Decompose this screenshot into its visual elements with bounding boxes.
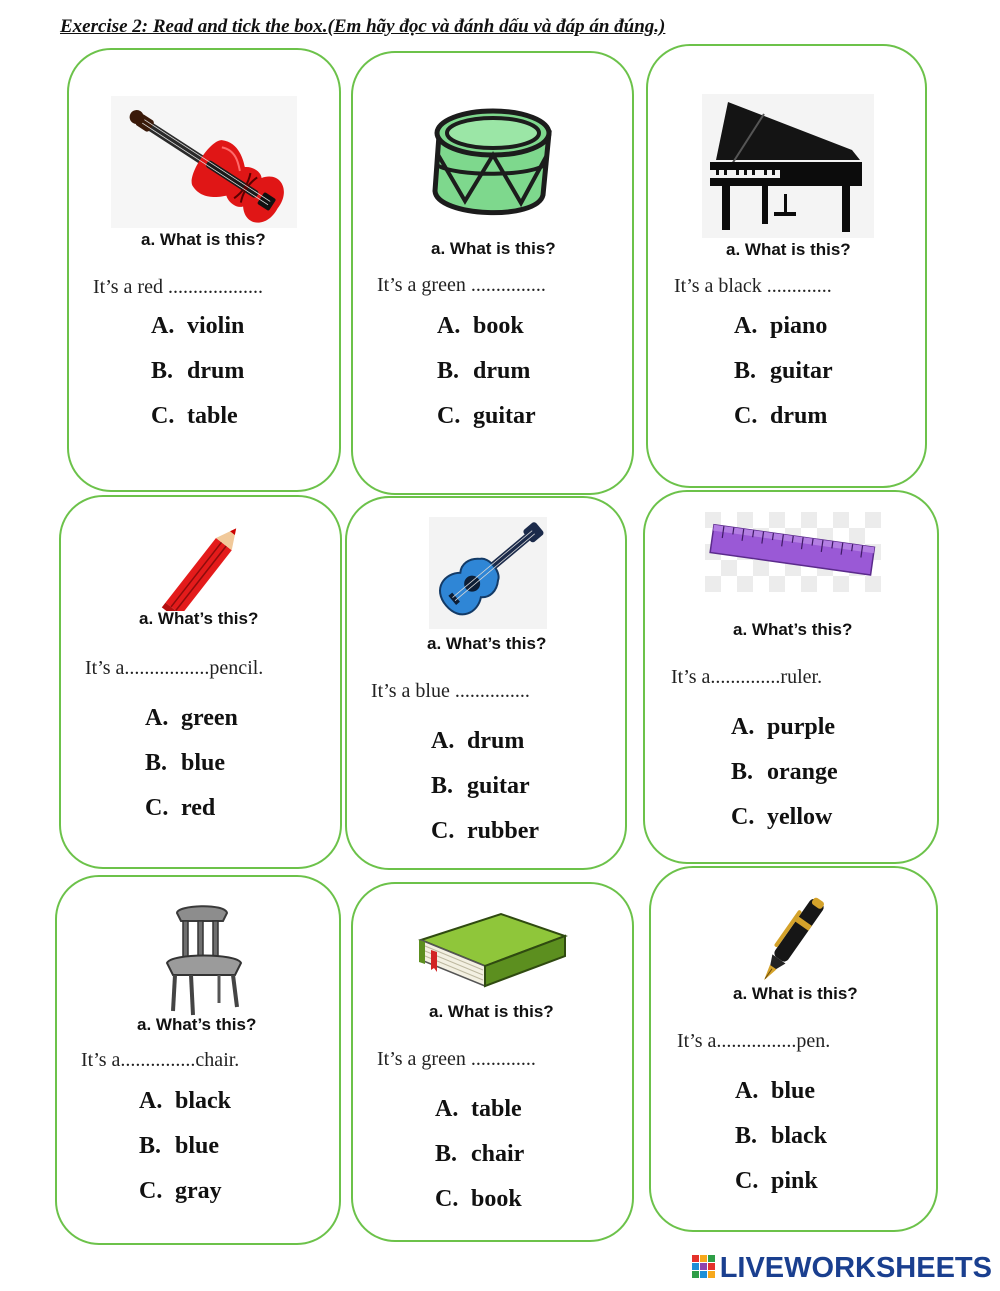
sentence-stem: It’s a blue ............... — [371, 680, 530, 702]
option-c[interactable] — [431, 816, 539, 861]
option-b[interactable] — [435, 1139, 524, 1184]
option-a[interactable] — [435, 1094, 524, 1139]
question-text: a. What’s this? — [427, 634, 547, 653]
sentence-stem: It’s a red ................... — [93, 276, 263, 298]
option-text: blue — [175, 1133, 220, 1159]
pencil-image — [159, 523, 253, 611]
option-c[interactable] — [731, 802, 838, 847]
option-text: table — [471, 1096, 522, 1122]
answer-options — [145, 703, 238, 838]
option-letter: B. — [139, 1133, 162, 1159]
sentence-stem: It’s a black ............. — [674, 275, 832, 297]
question-card-2 — [351, 51, 634, 495]
piano-image — [702, 94, 874, 238]
question-card-9 — [649, 866, 938, 1232]
option-c[interactable] — [139, 1176, 231, 1221]
option-a[interactable] — [145, 703, 238, 748]
sentence-stem: It’s a...............chair. — [81, 1049, 240, 1071]
option-c[interactable] — [145, 793, 238, 838]
option-text: blue — [181, 750, 226, 776]
option-b[interactable] — [431, 771, 539, 816]
option-text: gray — [175, 1178, 222, 1204]
option-text: red — [181, 795, 216, 821]
question-text: a. What is this? — [431, 239, 556, 258]
question-card-4 — [59, 495, 342, 869]
option-b[interactable] — [139, 1131, 231, 1176]
option-text: orange — [767, 759, 838, 785]
option-text: table — [187, 403, 238, 429]
option-a[interactable] — [735, 1076, 827, 1121]
option-text: green — [181, 705, 238, 731]
option-letter: C. — [734, 403, 758, 429]
option-c[interactable] — [734, 401, 833, 446]
option-letter: A. — [731, 714, 755, 740]
option-letter: C. — [437, 403, 461, 429]
option-a[interactable] — [431, 726, 539, 771]
sentence-stem: It’s a................pen. — [677, 1030, 831, 1052]
guitar-image — [429, 517, 547, 629]
option-text: piano — [770, 313, 828, 339]
sentence-stem: It’s a green ............. — [377, 1048, 536, 1070]
ruler-image — [705, 512, 881, 592]
option-a[interactable] — [437, 311, 536, 356]
option-text: violin — [187, 313, 245, 339]
option-letter: B. — [151, 358, 174, 384]
option-letter: A. — [431, 728, 455, 754]
sentence-stem: It’s a.................pencil. — [85, 657, 264, 679]
question-card-8 — [351, 882, 634, 1242]
question-card-3 — [646, 44, 927, 488]
option-b[interactable] — [735, 1121, 827, 1166]
sentence-stem: It’s a..............ruler. — [671, 666, 823, 688]
option-text: guitar — [467, 773, 530, 799]
option-b[interactable] — [437, 356, 536, 401]
option-letter: C. — [151, 403, 175, 429]
option-a[interactable] — [139, 1086, 231, 1131]
question-text: a. What’s this? — [139, 609, 259, 628]
option-letter: B. — [437, 358, 460, 384]
option-letter: C. — [145, 795, 169, 821]
option-text: book — [471, 1186, 522, 1212]
option-letter: B. — [435, 1141, 458, 1167]
option-letter: A. — [437, 313, 461, 339]
option-letter: A. — [145, 705, 169, 731]
option-a[interactable] — [151, 311, 244, 356]
option-text: purple — [767, 714, 836, 740]
option-letter: A. — [735, 1078, 759, 1104]
option-text: drum — [467, 728, 525, 754]
answer-options — [731, 712, 838, 847]
question-text: a. What is this? — [429, 1002, 554, 1021]
drum-image — [425, 99, 559, 229]
question-text: a. What’s this? — [137, 1015, 257, 1034]
option-text: black — [771, 1123, 828, 1149]
option-text: drum — [473, 358, 531, 384]
question-text: a. What is this? — [726, 240, 851, 259]
option-text: drum — [187, 358, 245, 384]
option-c[interactable] — [735, 1166, 827, 1211]
option-letter: C. — [139, 1178, 163, 1204]
question-card-5 — [345, 496, 627, 870]
option-b[interactable] — [734, 356, 833, 401]
exercise-title: Exercise 2: Read and tick the box.(Em hãy đọc và đánh dấu và đáp án đúng.) — [60, 16, 666, 37]
option-letter: A. — [139, 1088, 163, 1114]
option-a[interactable] — [734, 311, 833, 356]
sentence-stem: It’s a green ............... — [377, 274, 546, 296]
option-text: rubber — [467, 818, 539, 844]
liveworksheets-logo-icon — [692, 1255, 716, 1283]
answer-options — [734, 311, 833, 446]
option-b[interactable] — [145, 748, 238, 793]
option-text: guitar — [473, 403, 536, 429]
option-text: pink — [771, 1168, 818, 1194]
option-b[interactable] — [151, 356, 244, 401]
option-letter: A. — [734, 313, 758, 339]
option-c[interactable] — [437, 401, 536, 446]
option-text: yellow — [767, 804, 833, 830]
answer-options — [151, 311, 244, 446]
chair-image — [161, 903, 247, 1017]
answer-options — [437, 311, 536, 446]
option-letter: B. — [735, 1123, 758, 1149]
answer-options — [431, 726, 539, 861]
option-letter: B. — [731, 759, 754, 785]
question-card-7 — [55, 875, 341, 1245]
option-a[interactable] — [731, 712, 838, 757]
answer-options — [139, 1086, 231, 1221]
option-letter: C. — [731, 804, 755, 830]
option-b[interactable] — [731, 757, 838, 802]
violin-image — [111, 96, 297, 228]
option-letter: C. — [435, 1186, 459, 1212]
option-letter: C. — [735, 1168, 759, 1194]
question-card-6 — [643, 490, 939, 864]
option-letter: B. — [734, 358, 757, 384]
answer-options — [735, 1076, 827, 1211]
option-letter: C. — [431, 818, 455, 844]
question-text: a. What’s this? — [733, 620, 853, 639]
brand-name: LIVEWORKSHEETS — [719, 1252, 992, 1284]
option-letter: B. — [145, 750, 168, 776]
pen-image — [747, 886, 843, 986]
liveworksheets-logo — [692, 1252, 992, 1285]
option-letter: A. — [435, 1096, 459, 1122]
option-c[interactable] — [435, 1184, 524, 1229]
question-text: a. What is this? — [141, 230, 266, 249]
option-letter: A. — [151, 313, 175, 339]
option-letter: B. — [431, 773, 454, 799]
option-text: black — [175, 1088, 232, 1114]
question-text: a. What is this? — [733, 984, 858, 1003]
option-c[interactable] — [151, 401, 244, 446]
answer-options — [435, 1094, 524, 1229]
question-card-1 — [67, 48, 341, 492]
book-image — [415, 910, 571, 990]
option-text: chair — [471, 1141, 525, 1167]
option-text: blue — [771, 1078, 816, 1104]
option-text: drum — [770, 403, 828, 429]
option-text: book — [473, 313, 524, 339]
option-text: guitar — [770, 358, 833, 384]
